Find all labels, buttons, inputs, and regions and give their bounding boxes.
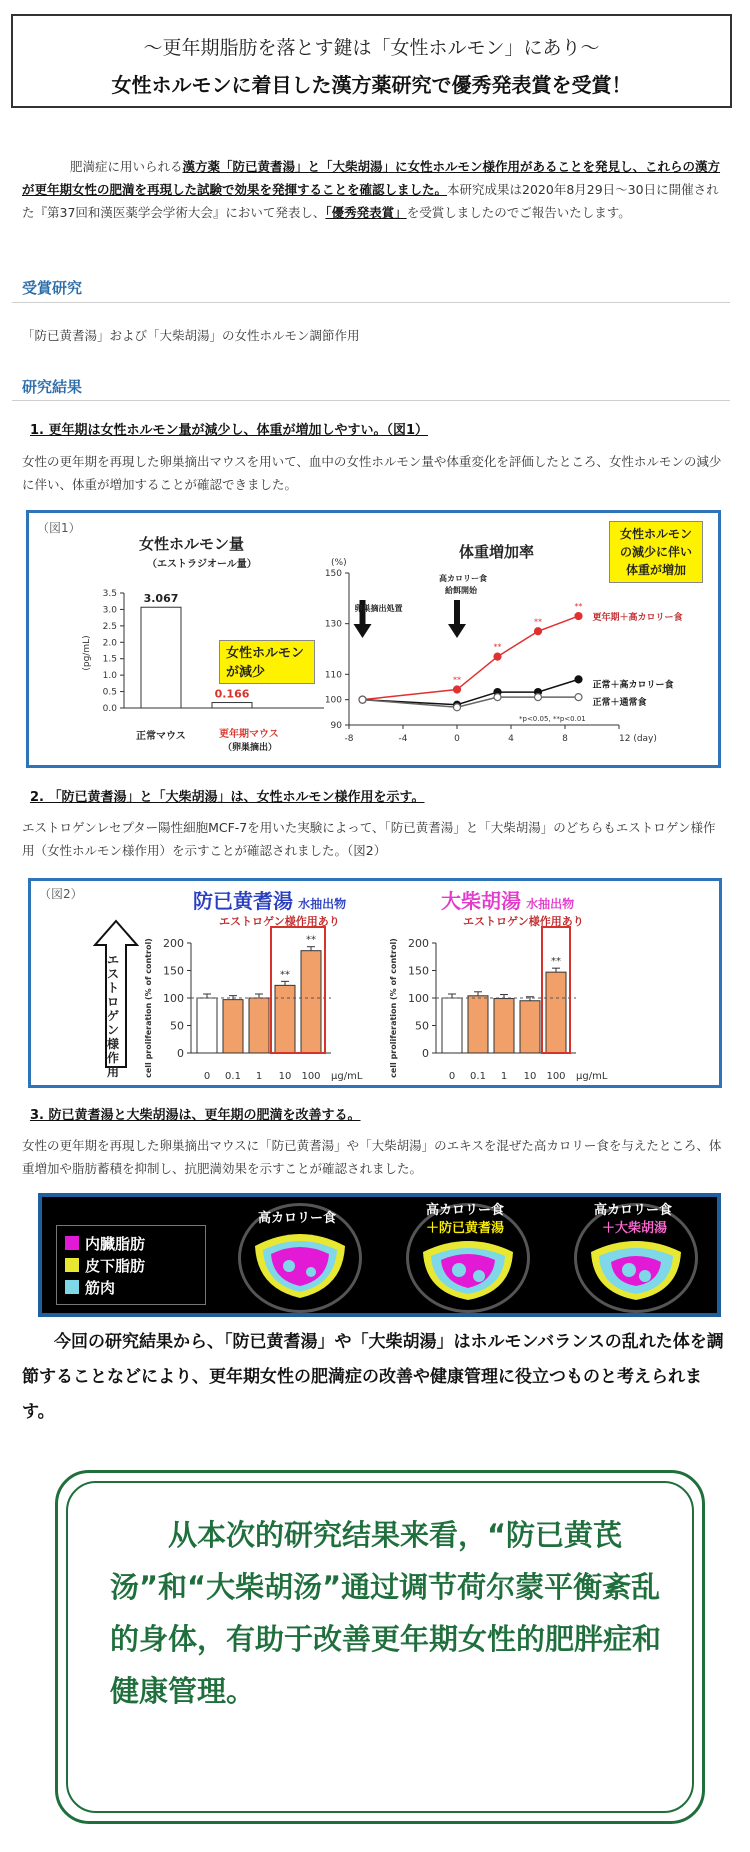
y-tick-label: 100 (163, 992, 184, 1005)
bar (301, 951, 321, 1053)
intro-text-3: を受賞しましたのでご報告いたします。 (406, 205, 631, 220)
y-tick-label: 3.5 (102, 589, 117, 599)
divider (12, 302, 730, 303)
muscle-swatch (65, 1280, 79, 1294)
series-line (363, 679, 579, 704)
bar2-category-sublabel: （卵巣摘出） (223, 743, 278, 753)
significance-marker: ** (306, 934, 316, 946)
y-tick-label: 0.5 (102, 687, 117, 698)
diet-start-arrow-head (448, 624, 466, 638)
significance-marker: ** (453, 675, 461, 685)
bar2-category-label: 更年期マウス (219, 729, 279, 740)
result-1-text: 女性の更年期を再現した卵巣摘出マウスを用いて、血中の女性ホルモン量や体重変化を評価したところ、女性ホルモンの減少に伴い、体重が増加することが確認できました。 (22, 454, 722, 492)
y-axis-unit: (pg/mL) (82, 635, 92, 671)
x-axis-unit: μg/mL (576, 1071, 608, 1082)
data-point (575, 613, 582, 620)
y-axis-label: cell proliferation (% of control) (389, 938, 398, 1078)
ct-panel-3-sub: ＋大柴胡湯 (602, 1221, 668, 1236)
series-line (363, 616, 579, 700)
x-tick-label: 100 (546, 1071, 566, 1082)
daisaikoto-bar-chart (389, 927, 608, 1082)
diet-annotation-2: 給餌開始 (445, 586, 477, 595)
boiogito-bar-chart (144, 927, 363, 1082)
result-3-text: 女性の更年期を再現した卵巣摘出マウスに「防已黄耆湯」や「大柴胡湯」のエキスを混ぜた高カロリー食を与えたところ、体重増加や脂肪蓄積を抑制し、抗肥満効果を示すことが確認されました。 (22, 1138, 722, 1176)
figure-1-tag: （図1） (37, 521, 81, 535)
chinese-summary-inner (66, 1481, 694, 1813)
bar-value-label: 0.166 (214, 687, 250, 701)
y-tick-label: 50 (415, 1019, 429, 1033)
y-tick-label: 0 (177, 1047, 184, 1060)
bar (468, 996, 488, 1053)
legend-label: 筋肉 (85, 1278, 116, 1297)
conclusion-text-2: や (334, 1332, 352, 1352)
y-tick-label: 90 (330, 721, 342, 731)
ct-panel-2-title: 高カロリー食 (426, 1203, 505, 1218)
data-point (454, 686, 461, 693)
x-tick-label: 10 (278, 1071, 292, 1082)
y-tick-label: 200 (408, 937, 429, 950)
y-axis-label: cell proliferation (% of control) (144, 938, 153, 1078)
legend-label: 皮下脂肪 (85, 1256, 146, 1275)
y-tick-label: 1.5 (102, 654, 117, 665)
daisaikoto-subtitle: 水抽出物 (526, 897, 575, 911)
daisaikoto-title: 大柴胡湯 (441, 889, 521, 913)
weight-gain-line-chart (325, 558, 683, 744)
header-subtitle: ～更年期脂肪を落とす鍵は「女性ホルモン」にあり～ (143, 37, 600, 59)
boiogito-title: 防已黄耆湯 (193, 889, 293, 913)
award-heading: 受賞研究 (22, 279, 83, 297)
header-box (11, 14, 732, 108)
header-title: 女性ホルモンに着目した漢方薬研究で優秀発表賞を受賞！ (111, 73, 632, 97)
y-tick-label: 3.0 (102, 605, 117, 616)
figure-1 (26, 510, 721, 768)
result-2-heading: 2. 「防已黄耆湯」と「大柴胡湯」は、女性ホルモン様作用を示す。 (30, 790, 425, 805)
conclusion-paragraph (22, 1325, 730, 1430)
fig1-left-callout: 女性ホルモンが減少 (219, 640, 315, 684)
y-tick-label: 2.0 (102, 638, 117, 649)
results-heading: 研究結果 (22, 378, 83, 396)
x-tick-label: 0.1 (470, 1071, 486, 1082)
y-tick-label: 150 (163, 964, 184, 978)
intro-paragraph (22, 155, 722, 224)
y-tick-label: 150 (408, 964, 429, 978)
x-tick-label: 4 (508, 734, 514, 744)
y-tick-label: 1.0 (102, 671, 117, 682)
bar (442, 998, 462, 1053)
y-tick-label: 0 (422, 1047, 429, 1060)
bar1-category-label: 正常マウス (136, 731, 186, 742)
bar (275, 985, 295, 1053)
figure-2 (28, 878, 722, 1088)
y-tick-label: 2.5 (102, 621, 117, 632)
x-tick-label: 0 (203, 1071, 211, 1082)
figure-2-chart-area (31, 881, 725, 1091)
intro-bold-2: これらの漢方が更年期女性の肥満を再現した試験で効果を発揮することを確認しました。 (22, 159, 721, 197)
bar (141, 607, 181, 708)
intro-bold-1: 漢方薬「防已黄耆湯」と「大柴胡湯」に女性ホルモン様作用があることを発見し、 (182, 159, 646, 174)
tissue-legend (56, 1225, 206, 1305)
surgery-annotation: 卵巣摘出処置 (354, 604, 403, 613)
x-tick-label: 1 (500, 1071, 508, 1082)
x-tick-label: 1 (255, 1071, 263, 1082)
result-2-text: エストロゲンレセプター陽性細胞MCF-7を用いた実験によって、「防已黄耆湯」と「大柴胡湯」のどちらもエストロゲン様作用（女性ホルモン様作用）を示すことが確認されました。（図2） (22, 820, 716, 858)
y-tick-label: 50 (170, 1019, 184, 1033)
y-tick-label: 100 (408, 992, 429, 1005)
bar (546, 972, 566, 1053)
award-name: 「優秀発表賞」 (325, 205, 407, 220)
series-label-normal-hcd: 正常＋高カロリー食 (592, 680, 674, 691)
significance-marker: ** (574, 602, 583, 612)
bar (249, 998, 269, 1053)
bar-value-label: 3.067 (143, 592, 179, 606)
x-tick-label: 10 (523, 1071, 537, 1082)
diet-annotation-1: 高カロリー食 (439, 574, 487, 583)
significance-marker: ** (493, 642, 502, 652)
x-tick-label: 100 (301, 1071, 321, 1082)
significance-marker: ** (280, 969, 290, 981)
y-tick-label: 200 (163, 937, 184, 950)
data-point (454, 704, 461, 711)
visceral-fat-swatch (65, 1236, 79, 1250)
data-point (494, 653, 501, 660)
chinese-summary-box (55, 1470, 705, 1824)
surgery-arrow-head (354, 624, 372, 638)
fig1-right-callout: 女性ホルモンの減少に伴い体重が増加 (609, 521, 703, 583)
x-tick-label: 12 (day) (619, 734, 657, 744)
left-badge: エストロゲン様作用あり (219, 915, 340, 928)
y-tick-label: 0.0 (102, 704, 117, 714)
legend-label: 内臓脂肪 (85, 1234, 146, 1253)
x-tick-label: 8 (562, 734, 568, 744)
fig1-left-title: 女性ホルモン量 (139, 535, 245, 553)
data-point (535, 694, 542, 701)
figure-2-tag: （図2） (39, 887, 83, 901)
result-3-heading: 3. 防已黄耆湯と大柴胡湯は、更年期の肥満を改善する。 (30, 1108, 361, 1123)
data-point (494, 694, 501, 701)
bar (197, 998, 217, 1053)
bar (494, 999, 514, 1053)
significance-note: *p<0.05, **p<0.01 (519, 715, 586, 723)
significance-marker: ** (534, 617, 542, 627)
x-tick-label: 0 (454, 734, 460, 744)
bar (212, 703, 252, 708)
right-badge: エストロゲン様作用あり (463, 915, 584, 928)
diet-start-arrow-shaft (454, 600, 460, 624)
series-label-menopause: 更年期＋高カロリー食 (592, 613, 683, 624)
x-tick-label: -4 (398, 734, 408, 744)
conclusion-text-3: はホルモンバランスの乱れた体を調節することなどにより、更年期女性の肥満症の改善や健康管理に役立つものと考えられます。 (22, 1332, 724, 1422)
x-tick-label: 0 (448, 1071, 456, 1082)
significance-marker: ** (551, 956, 561, 968)
y-tick-label: 150 (324, 569, 342, 579)
boiogito-subtitle: 水抽出物 (298, 897, 347, 911)
chinese-summary-text: 从本次的研究结果来看，“防已黄芪汤”和“大柴胡汤”通过调节荷尔蒙平衡紊乱的身体，有助于改善更年期女性的肥胖症和健康管理。 (110, 1518, 662, 1708)
data-point (359, 696, 366, 703)
ct-panel-2-sub: ＋防已黄耆湯 (426, 1221, 505, 1236)
x-tick-label: 0.1 (225, 1071, 241, 1082)
y-tick-label: 130 (324, 619, 342, 630)
result-1-heading: 1. 更年期は女性ホルモン量が減少し、体重が増加しやすい。（図1） (30, 423, 429, 438)
conclusion-bold-2: 「大柴胡湯」 (351, 1332, 454, 1352)
series-line (363, 697, 579, 707)
bar (223, 1000, 243, 1053)
ct-panel-1-title: 高カロリー食 (258, 1211, 337, 1226)
y-tick-label: 100 (324, 695, 342, 706)
legend-visceral-fat (65, 1232, 197, 1254)
conclusion-bold-1: 「防已黄耆湯」 (224, 1332, 335, 1352)
legend-muscle (65, 1276, 197, 1298)
series-label-normal: 正常＋通常食 (592, 698, 647, 709)
x-axis-unit: μg/mL (331, 1071, 363, 1082)
y-axis-unit: (%) (331, 558, 347, 568)
fig1-left-subtitle: （エストラジオール量） (147, 559, 257, 570)
subcutaneous-fat-swatch (65, 1258, 79, 1272)
x-tick-label: -8 (344, 734, 354, 744)
award-research-title: 「防已黄耆湯」および「大柴胡湯」の女性ホルモン調節作用 (22, 328, 360, 343)
intro-text-2: 本研究成果は2020年8月29日～30日に開催された『第37回和漢医薬学会学術大会』において発表し、 (22, 182, 719, 220)
bar (520, 1001, 540, 1053)
conclusion-text-1: 今回の研究結果から、 (54, 1332, 224, 1352)
ct-panel-3-title: 高カロリー食 (594, 1203, 673, 1218)
legend-subcutaneous-fat (65, 1254, 197, 1276)
divider (12, 400, 730, 401)
fig1-right-title: 体重増加率 (459, 543, 535, 561)
data-point (535, 628, 542, 635)
intro-text-1: 肥満症に用いられる (70, 159, 183, 174)
data-point (575, 694, 582, 701)
data-point (575, 676, 582, 683)
y-tick-label: 110 (324, 670, 342, 681)
figure-3-ct-images (38, 1193, 721, 1317)
arrow-label: エストロゲン様作用 (107, 953, 120, 1079)
